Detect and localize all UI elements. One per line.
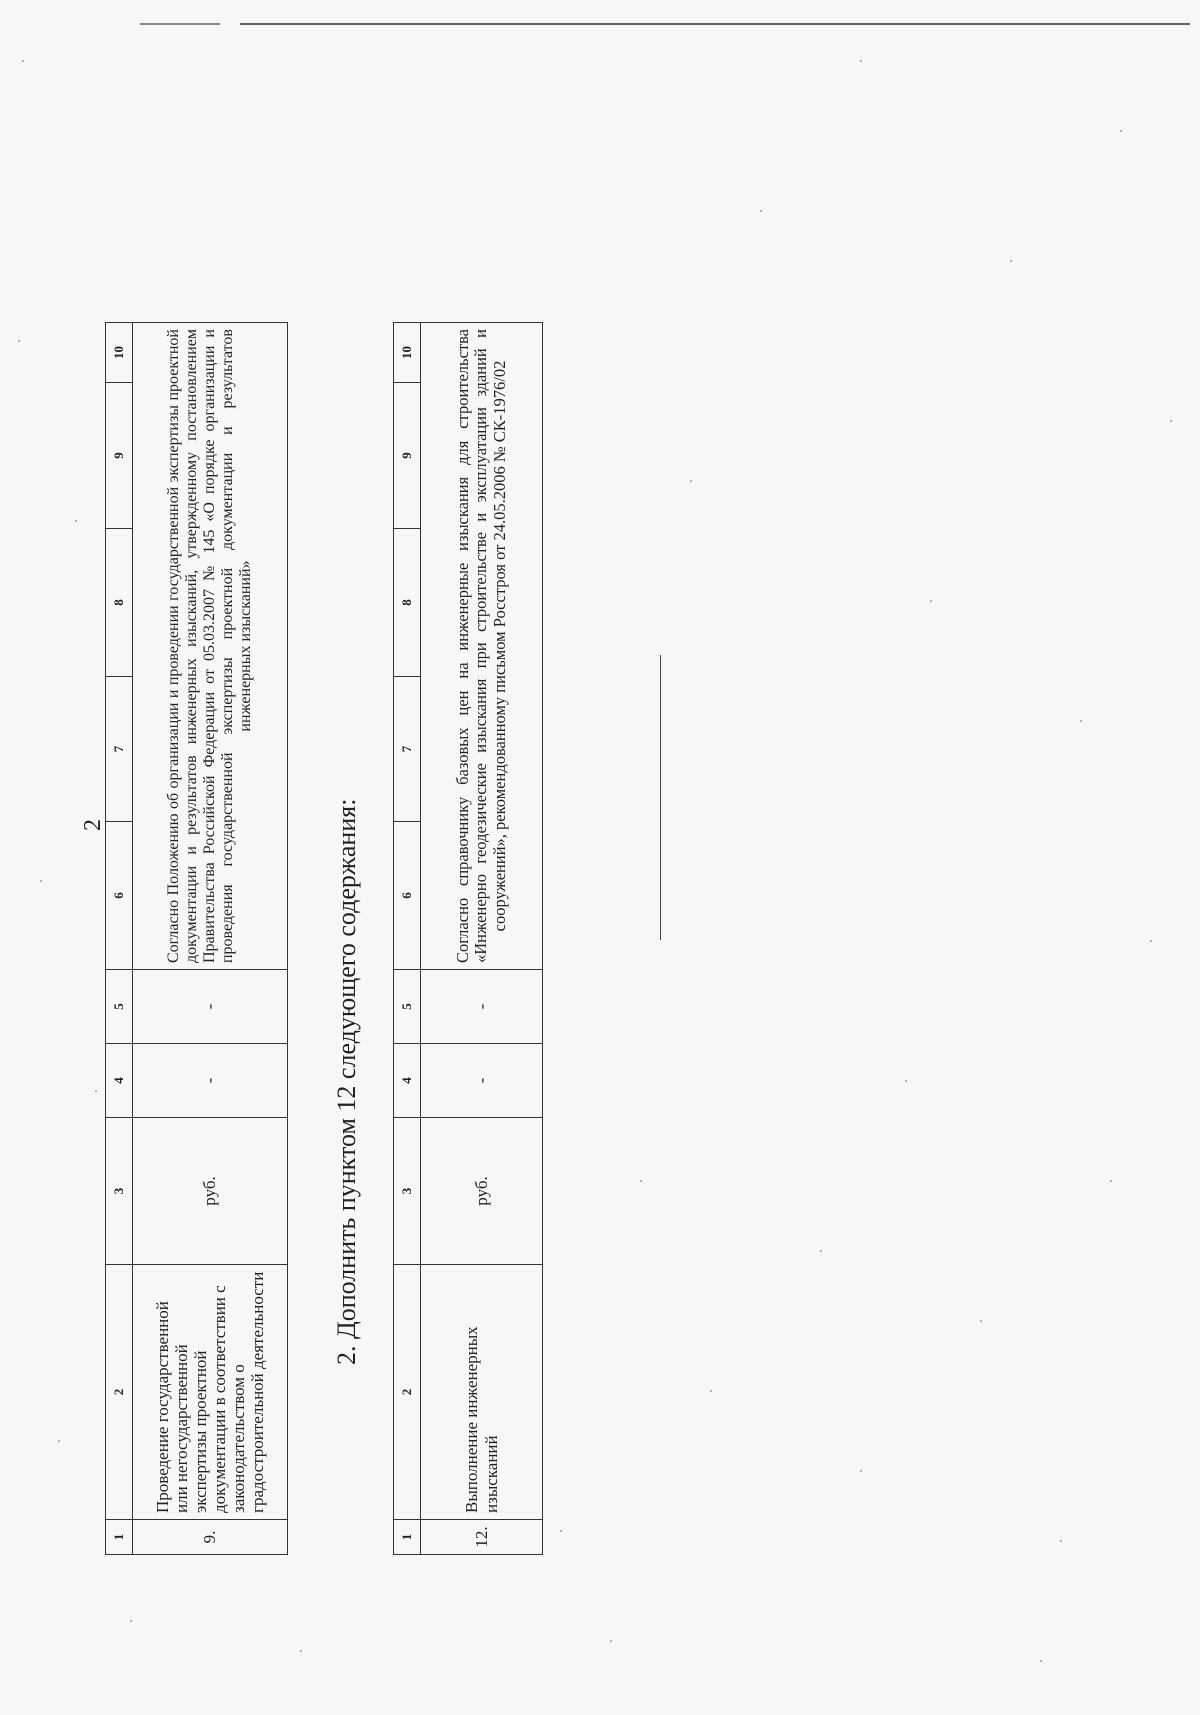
scan-edge-line	[240, 23, 1190, 25]
row-col4: -	[133, 1044, 288, 1118]
row-basis: Согласно справочнику базовых цен на инженерные изыскания для строительства «Инженерно геодезические изыскания при строительстве и эксплуатации зданий и сооружений», рекомендованному письмом Росстроя от 24.05.2006 № СК-1976/02	[421, 323, 543, 970]
header-cell: 9	[394, 383, 421, 529]
header-cell: 7	[106, 677, 133, 822]
row-name: Проведение государственной или негосударственной экспертизы проектной документации в соответствии с законодательством о градостроительной деятельности	[133, 1265, 288, 1520]
table-row	[133, 323, 288, 1555]
row-unit: руб.	[421, 1118, 543, 1265]
header-cell: 1	[394, 1520, 421, 1555]
row-name: Выполнение инженерных изысканий	[421, 1265, 543, 1520]
header-cell: 1	[106, 1520, 133, 1555]
table-item-12	[393, 322, 543, 1555]
header-cell: 8	[394, 529, 421, 677]
header-cell: 2	[394, 1265, 421, 1520]
row-col4: -	[421, 1044, 543, 1118]
table-header-row	[394, 323, 421, 1555]
row-number: 12.	[421, 1520, 543, 1555]
scan-edge-line	[140, 23, 220, 25]
header-cell: 6	[394, 822, 421, 970]
header-cell: 4	[394, 1044, 421, 1118]
row-col5: -	[421, 970, 543, 1044]
header-cell: 4	[106, 1044, 133, 1118]
header-cell: 2	[106, 1265, 133, 1520]
section-heading: 2. Дополнить пунктом 12 следующего содержания:	[332, 798, 361, 1365]
header-cell: 5	[394, 970, 421, 1044]
row-unit: руб.	[133, 1118, 288, 1265]
header-cell: 7	[394, 677, 421, 822]
separator-line	[660, 655, 661, 940]
header-cell: 9	[106, 383, 133, 529]
header-cell: 3	[106, 1118, 133, 1265]
header-cell: 6	[106, 822, 133, 970]
header-cell: 10	[394, 323, 421, 383]
header-cell: 5	[106, 970, 133, 1044]
row-number: 9.	[133, 1520, 288, 1555]
table-item-9	[105, 322, 288, 1555]
header-cell: 8	[106, 529, 133, 677]
table-row	[421, 323, 543, 1555]
header-cell: 3	[394, 1118, 421, 1265]
header-cell: 10	[106, 323, 133, 383]
page-number: 2	[80, 819, 106, 831]
row-basis: Согласно Положению об организации и проведении государственной экспертизы проектной документации и результатов инженерных изысканий, утвержденному постановлением Правительства Российской Федерации от 05.03.2007 № 145 «О порядке организации и проведения государственной экспертизы проектной документации и результатов инженерных изысканий»	[133, 323, 288, 970]
row-col5: -	[133, 970, 288, 1044]
table-header-row	[106, 323, 133, 1555]
